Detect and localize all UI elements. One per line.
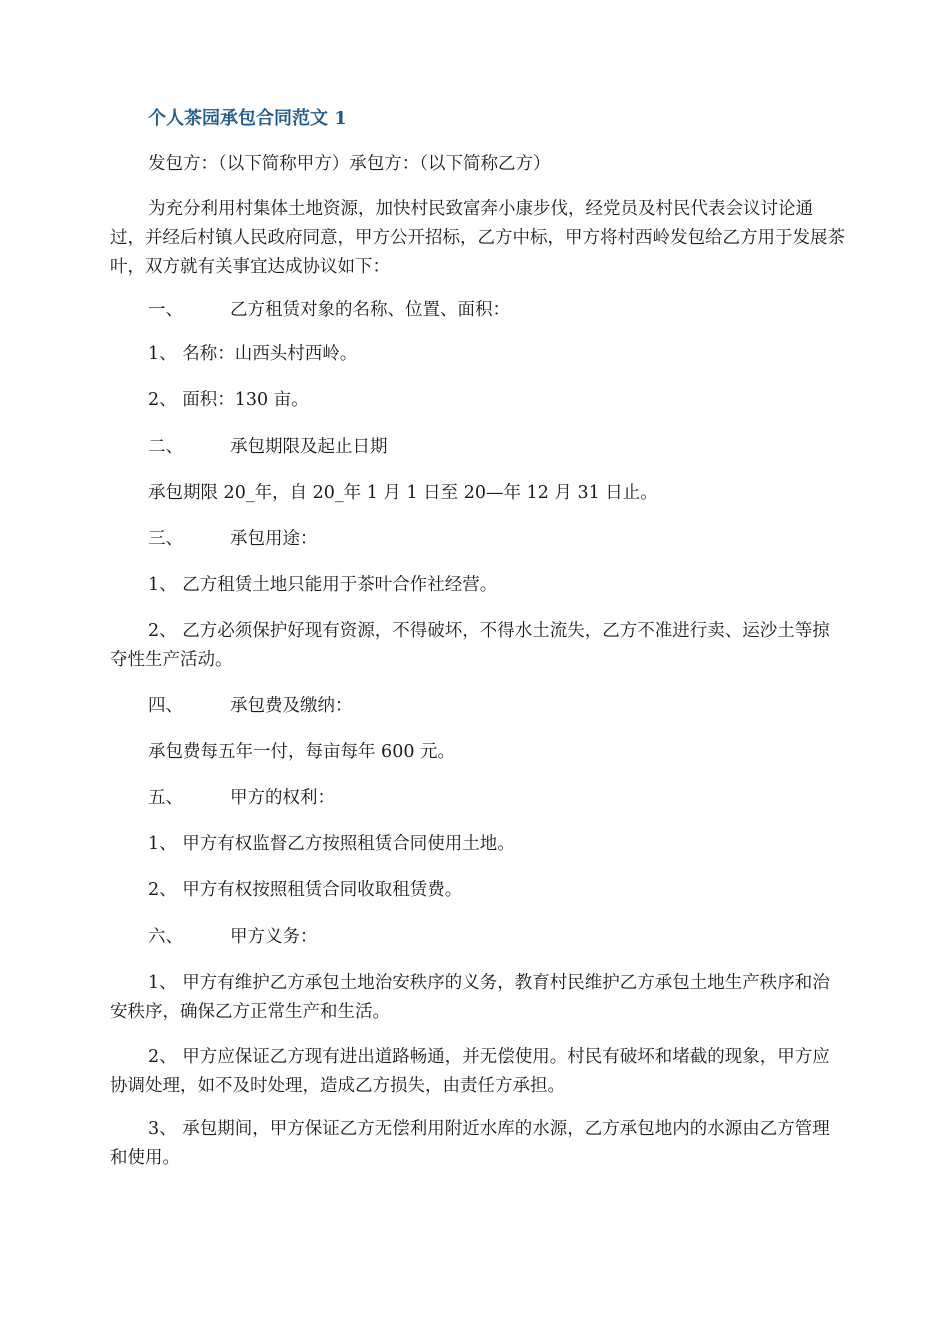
section-heading-1 [148, 296, 510, 321]
document-title: 个人茶园承包合同范文 1 [148, 108, 347, 129]
section-text: 甲方义务： [230, 927, 318, 947]
clause-5-1: 1、 甲方有权监督乙方按照租赁合同使用土地。 [148, 834, 515, 854]
section-heading-4 [148, 692, 353, 717]
section-heading-6 [148, 923, 318, 948]
parties-line: 发包方：（以下简称甲方）承包方：（以下简称乙方） [148, 154, 551, 174]
section-number: 四、 [148, 696, 183, 716]
section-heading-3 [148, 525, 318, 550]
section-text: 乙方租赁对象的名称、位置、面积： [230, 300, 510, 320]
section-number: 三、 [148, 529, 183, 549]
clause-6-3: 3、 承包期间，甲方保证乙方无偿利用附近水库的水源，乙方承包地内的水源由乙方管理和使用。 [110, 1119, 830, 1168]
section-heading-2 [148, 433, 388, 458]
clause-6-1: 1、 甲方有维护乙方承包土地治安秩序的义务，教育村民维护乙方承包土地生产秩序和治安秩序，确保乙方正常生产和生活。 [110, 973, 830, 1022]
section-text: 承包期限及起止日期 [230, 437, 388, 457]
clause-6-2: 2、 甲方应保证乙方现有进出道路畅通，并无偿使用。村民有破坏和堵截的现象，甲方应协调处理，如不及时处理，造成乙方损失，由责任方承担。 [110, 1047, 830, 1096]
clause-1-1: 1、 名称：山西头村西岭。 [148, 344, 358, 364]
intro-paragraph: 为充分利用村集体土地资源，加快村民致富奔小康步伐，经党员及村民代表会议讨论通过，并经后村镇人民政府同意，甲方公开招标，乙方中标，甲方将村西岭发包给乙方用于发展茶叶，双方就有关事宜达成协议如下： [110, 199, 845, 277]
clause-3-1: 1、 乙方租赁土地只能用于茶叶合作社经营。 [148, 575, 498, 595]
section-number: 六、 [148, 927, 183, 947]
section-number: 二、 [148, 437, 183, 457]
section-text: 承包用途： [230, 529, 318, 549]
clause-3-2: 2、 乙方必须保护好现有资源，不得破坏，不得水土流失，乙方不准进行卖、运沙土等掠夺性生产活动。 [110, 621, 830, 670]
clause-1-2: 2、 面积：130 亩。 [148, 390, 309, 410]
section-number: 一、 [148, 300, 183, 320]
section-text: 承包费及缴纳： [230, 696, 353, 716]
clause-2-1: 承包期限 20_年，自 20_年 1 月 1 日至 20—年 12 月 31 日止。 [148, 483, 658, 503]
section-text: 甲方的权利： [230, 788, 335, 808]
clause-4-1: 承包费每五年一付，每亩每年 600 元。 [148, 742, 456, 762]
section-heading-5 [148, 784, 335, 809]
clause-5-2: 2、 甲方有权按照租赁合同收取租赁费。 [148, 880, 463, 900]
section-number: 五、 [148, 788, 183, 808]
